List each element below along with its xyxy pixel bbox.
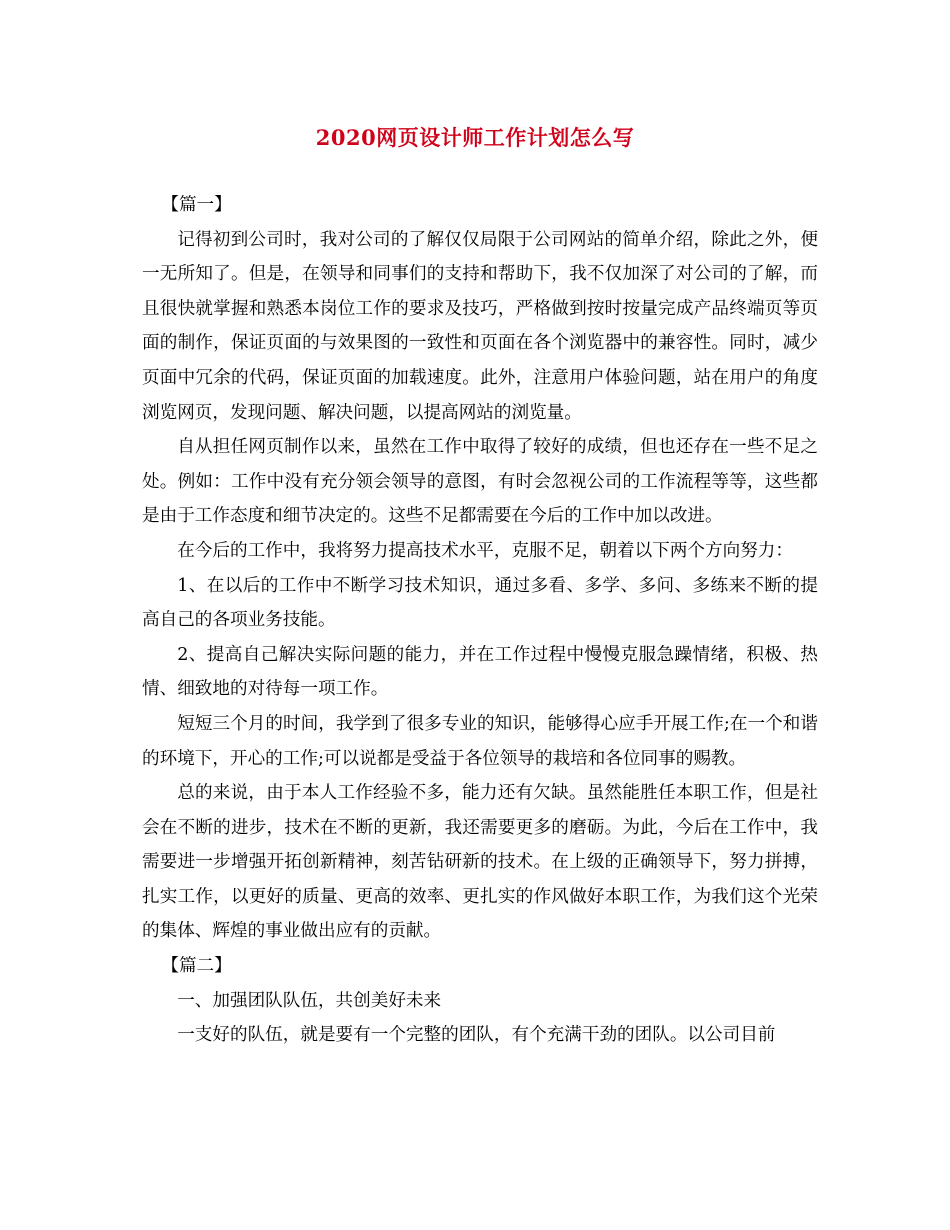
document-title: 2020网页设计师工作计划怎么写 bbox=[315, 125, 635, 150]
paragraph: 短短三个月的时间，我学到了很多专业的知识，能够得心应手开展工作;在一个和谐的环境下，开心的工作;可以说都是受益于各位领导的栽培和各位同事的赐教。 bbox=[142, 713, 818, 769]
paragraph: 总的来说，由于本人工作经验不多，能力还有欠缺。虽然能胜任本职工作，但是社会在不断的进步，技术在不断的更新，我还需要更多的磨砺。为此，今后在工作中，我需要进一步增强开拓创新精神，刻苦钻研新的技术。在上级的正确领导下，努力拼搏，扎实工作，以更好的质量、更高的效率、更扎实的作风做好本职工作，为我们这个光荣的集体、辉煌的事业做出应有的贡献。 bbox=[142, 783, 818, 942]
paragraph: 一支好的队伍，就是要有一个完整的团队，有个充满干劲的团队。以公司目前 bbox=[177, 1025, 776, 1046]
paragraph: 自从担任网页制作以来，虽然在工作中取得了较好的成绩，但也还存在一些不足之处。例如：工作中没有充分领会领导的意图，有时会忽视公司的工作流程等等，这些都是由于工作态度和细节决定的。这些不足都需要在今后的工作中加以改进。 bbox=[142, 437, 818, 527]
paragraph: 记得初到公司时，我对公司的了解仅仅局限于公司网站的简单介绍，除此之外，便一无所知了。但是，在领导和同事们的支持和帮助下，我不仅加深了对公司的了解，而且很快就掌握和熟悉本岗位工作的要求及技巧，严格做到按时按量完成产品终端页等页面的制作，保证页面的与效果图的一致性和页面在各个浏览器中的兼容性。同时，减少页面中冗余的代码，保证页面的加载速度。此外，注意用户体验问题，站在用户的角度浏览网页，发现问题、解决问题，以提高网站的浏览量。 bbox=[142, 229, 818, 423]
section-heading-part-one: 【篇一】 bbox=[161, 195, 232, 215]
list-item: 2、提高自己解决实际问题的能力，并在工作过程中慢慢克服急躁情绪，积极、热情、细致地的对待每一项工作。 bbox=[142, 644, 818, 700]
paragraph: 在今后的工作中，我将努力提高技术水平，克服不足，朝着以下两个方向努力： bbox=[177, 540, 793, 561]
section-heading-part-two: 【篇二】 bbox=[161, 956, 232, 977]
document-body bbox=[142, 188, 818, 1053]
subheading: 一、加强团队队伍，共创美好未来 bbox=[177, 990, 442, 1011]
list-item: 1、在以后的工作中不断学习技术知识，通过多看、多学、多问、多练来不断的提高自己的各项业务技能。 bbox=[142, 575, 818, 631]
